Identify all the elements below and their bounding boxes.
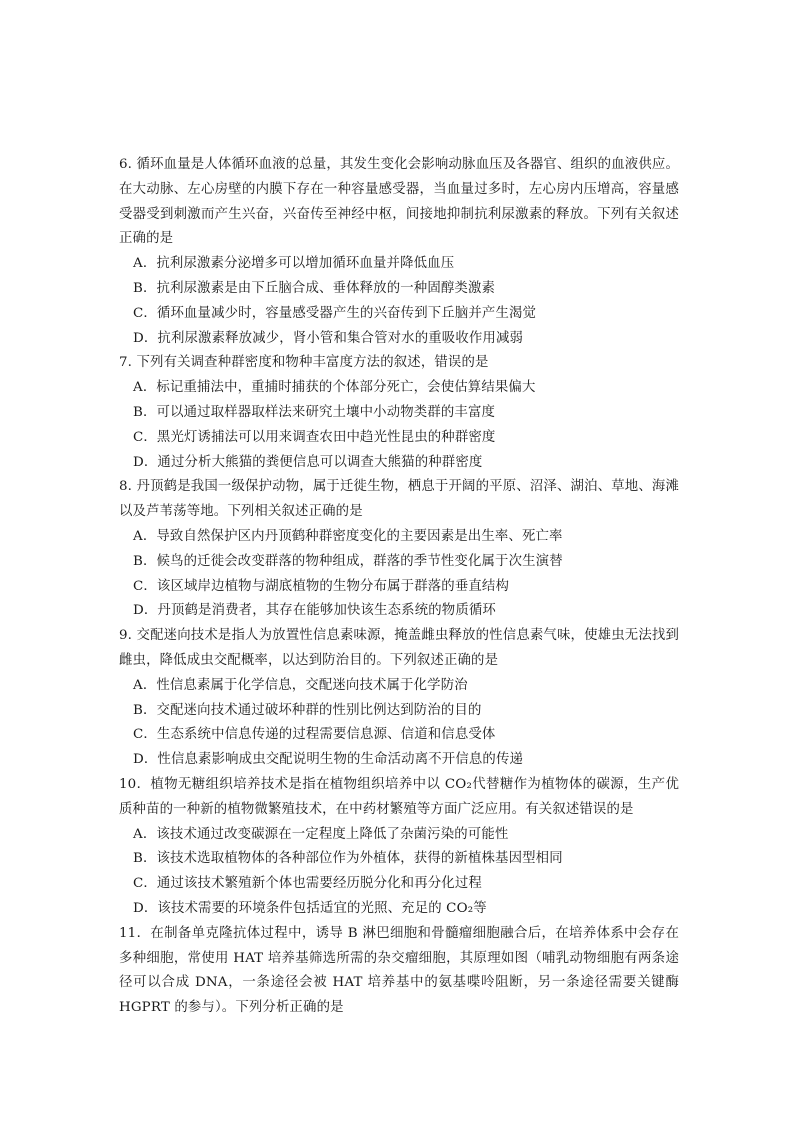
option-c: C．生态系统中信息传递的过程需要信息源、信道和信息受体 bbox=[133, 727, 496, 743]
option-c: C．循环血量减少时，容量感受器产生的兴奋传到下丘脑并产生渴觉 bbox=[133, 305, 537, 321]
question-6 bbox=[119, 153, 679, 351]
question-7 bbox=[119, 351, 679, 475]
option-a: A．性信息素属于化学信息，交配迷向技术属于化学防治 bbox=[133, 677, 468, 693]
question-stem: 8. 丹顶鹤是我国一级保护动物，属于迁徙生物，栖息于开阔的平原、沼泽、湖泊、草地、海滩以及芦苇荡等地。下列相关叙述正确的是 bbox=[119, 479, 679, 520]
option-b: B．候鸟的迁徙会改变群落的物种组成，群落的季节性变化属于次生演替 bbox=[133, 553, 563, 569]
question-list bbox=[119, 153, 679, 1021]
question-10 bbox=[119, 773, 679, 922]
option-d: D．该技术需要的环境条件包括适宜的光照、充足的 CO₂等 bbox=[133, 900, 487, 916]
question-stem: 11．在制备单克隆抗体过程中，诱导 B 淋巴细胞和骨髓瘤细胞融合后，在培养体系中会存在多种细胞，常使用 HAT 培养基筛选所需的杂交瘤细胞，其原理如图（哺乳动物细胞有两条途径可以合成 DNA，一条途径会被 HAT 培养基中的氨基喋呤阻断，另一条途径需要关键酶 HGPRT 的参与）。下列分析正确的是 bbox=[119, 925, 679, 1016]
option-d: D．丹顶鹤是消费者，其存在能够加快该生态系统的物质循环 bbox=[133, 603, 496, 619]
question-11 bbox=[119, 922, 679, 1021]
option-b: B．交配迷向技术通过破坏种群的性别比例达到防治的目的 bbox=[133, 702, 482, 718]
option-list bbox=[119, 252, 679, 351]
question-stem: 7. 下列有关调查种群密度和物种丰富度方法的叙述，错误的是 bbox=[119, 355, 489, 371]
option-list bbox=[119, 376, 679, 475]
option-b: B．该技术选取植物体的各种部位作为外植体，获得的新植株基因型相同 bbox=[133, 851, 563, 867]
option-b: B．可以通过取样器取样法来研究土壤中小动物类群的丰富度 bbox=[133, 404, 496, 420]
option-d: D．抗利尿激素释放减少，肾小管和集合管对水的重吸收作用减弱 bbox=[133, 330, 524, 346]
option-a: A．标记重捕法中，重捕时捕获的个体部分死亡，会使估算结果偏大 bbox=[133, 380, 536, 396]
question-stem: 6. 循环血量是人体循环血液的总量，其发生变化会影响动脉血压及各器官、组织的血液供应。在大动脉、左心房壁的内膜下存在一种容量感受器，当血量过多时，左心房内压增高，容量感受器受到刺激而产生兴奋，兴奋传至神经中枢，间接地抑制抗利尿激素的释放。下列有关叙述正确的是 bbox=[119, 157, 679, 247]
option-b: B．抗利尿激素是由下丘脑合成、垂体释放的一种固醇类激素 bbox=[133, 280, 496, 296]
question-9 bbox=[119, 624, 679, 773]
option-list bbox=[119, 525, 679, 624]
option-a: A．抗利尿激素分泌增多可以增加循环血量并降低血压 bbox=[133, 256, 455, 272]
question-8 bbox=[119, 475, 679, 624]
option-c: C．该区域岸边植物与湖底植物的生物分布属于群落的垂直结构 bbox=[133, 578, 509, 594]
question-stem: 9. 交配迷向技术是指人为放置性信息素味源，掩盖雌虫释放的性信息素气味，使雄虫无法找到雌虫，降低成虫交配概率，以达到防治目的。下列叙述正确的是 bbox=[119, 628, 679, 668]
option-list bbox=[119, 674, 679, 773]
option-a: A．该技术通过改变碳源在一定程度上降低了杂菌污染的可能性 bbox=[133, 826, 509, 842]
question-stem: 10．植物无糖组织培养技术是指在植物组织培养中以 CO₂代替糖作为植物体的碳源，生产优质种苗的一种新的植物微繁殖技术，在中药材繁殖等方面广泛应用。有关叙述错误的是 bbox=[119, 776, 679, 817]
option-c: C．通过该技术繁殖新个体也需要经历脱分化和再分化过程 bbox=[133, 876, 482, 892]
option-c: C．黑光灯诱捕法可以用来调查农田中趋光性昆虫的种群密度 bbox=[133, 429, 496, 445]
option-d: D．通过分析大熊猫的粪便信息可以调查大熊猫的种群密度 bbox=[133, 454, 483, 470]
option-list bbox=[119, 823, 679, 922]
option-a: A．导致自然保护区内丹顶鹤种群密度变化的主要因素是出生率、死亡率 bbox=[133, 528, 563, 544]
option-d: D．性信息素影响成虫交配说明生物的生命活动离不开信息的传递 bbox=[133, 752, 524, 768]
